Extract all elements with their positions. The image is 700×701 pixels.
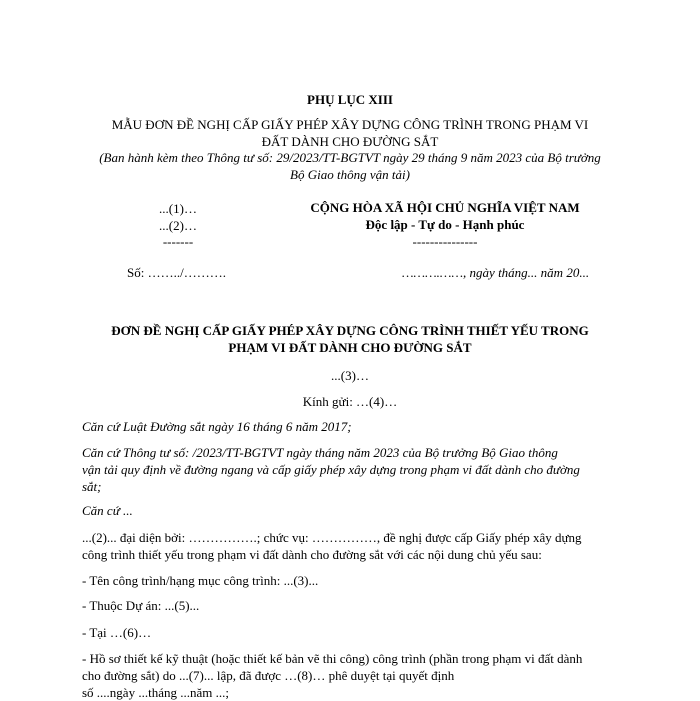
nation-title: CỘNG HÒA XÃ HỘI CHỦ NGHĨA VIỆT NAM <box>310 200 580 215</box>
document-title <box>70 322 630 356</box>
document-title-line: ĐƠN ĐỀ NGHỊ CẤP GIẤY PHÉP XÂY DỰNG CÔNG TRÌNH THIẾT YẾU TRONG <box>111 323 589 338</box>
legal-basis-other: Căn cứ ... <box>82 503 133 518</box>
legal-basis-line: Căn cứ Thông tư số: /2023/TT-BGTVT ngày tháng năm 2023 của Bộ trưởng Bộ Giao thông <box>82 445 558 460</box>
issuance-note <box>75 149 625 183</box>
nation-motto: Độc lập - Tự do - Hạnh phúc <box>365 217 525 232</box>
motto-rule: --------------- <box>412 234 478 249</box>
place-date: ……….……, ngày tháng... năm 20... <box>402 265 590 280</box>
issuance-note-line: Bộ Giao thông vận tải) <box>290 167 410 182</box>
item-project: - Thuộc Dự án: ...(5)... <box>82 598 200 613</box>
design-dossier-line: số ....ngày ...tháng ...năm ...; <box>82 685 229 700</box>
request-line: ...(2)... đại diện bởi: …………….; chức vụ: ……………, đề nghị được cấp Giấy phép xây dựng <box>82 530 582 545</box>
document-title-line: PHẠM VI ĐẤT DÀNH CHO ĐƯỜNG SẮT <box>228 340 472 355</box>
item-design-dossier <box>82 650 618 701</box>
legal-basis-law: Căn cứ Luật Đường sắt ngày 16 tháng 6 năm 2017; <box>82 419 352 434</box>
document-number: Số: ……../………. <box>127 265 226 280</box>
legal-basis-circular <box>82 444 618 495</box>
issuance-note-line: (Ban hành kèm theo Thông tư số: 29/2023/TT-BGTVT ngày 29 tháng 9 năm 2023 của Bộ trưởng <box>99 150 601 165</box>
addressee: Kính gửi: …(4)… <box>302 394 398 409</box>
legal-basis-line: vận tải quy định về đường ngang và cấp giấy phép xây dựng trong phạm vi đất dành cho đường <box>82 462 580 477</box>
item-location: - Tại …(6)… <box>82 625 152 640</box>
form-title <box>80 116 620 150</box>
form-title-line: MẪU ĐƠN ĐỀ NGHỊ CẤP GIẤY PHÉP XÂY DỰNG CÔNG TRÌNH TRONG PHẠM VI <box>111 117 589 132</box>
appendix-title: PHỤ LỤC XIII <box>307 92 393 107</box>
org-placeholder-1: ...(1)… <box>159 201 197 216</box>
item-project-name: - Tên công trình/hạng mục công trình: ...(3)... <box>82 573 319 588</box>
request-paragraph <box>82 529 618 563</box>
design-dossier-line: cho đường sắt) do ...(7)... lập, đã được …(8)… phê duyệt tại quyết định <box>82 668 455 683</box>
design-dossier-line: - Hồ sơ thiết kế kỹ thuật (hoặc thiết kế bản vẽ thi công) công trình (phần trong phạm vi đất dành <box>82 651 583 666</box>
org-placeholder-2: ...(2)… <box>159 218 197 233</box>
legal-basis-line: sắt; <box>82 479 102 494</box>
reference-3: ...(3)… <box>331 368 369 383</box>
org-rule: ------- <box>162 234 194 249</box>
form-title-line: ĐẤT DÀNH CHO ĐƯỜNG SẮT <box>261 134 439 149</box>
request-line: công trình thiết yếu trong phạm vi đất dành cho đường sắt với các nội dung chủ yếu sau: <box>82 547 542 562</box>
